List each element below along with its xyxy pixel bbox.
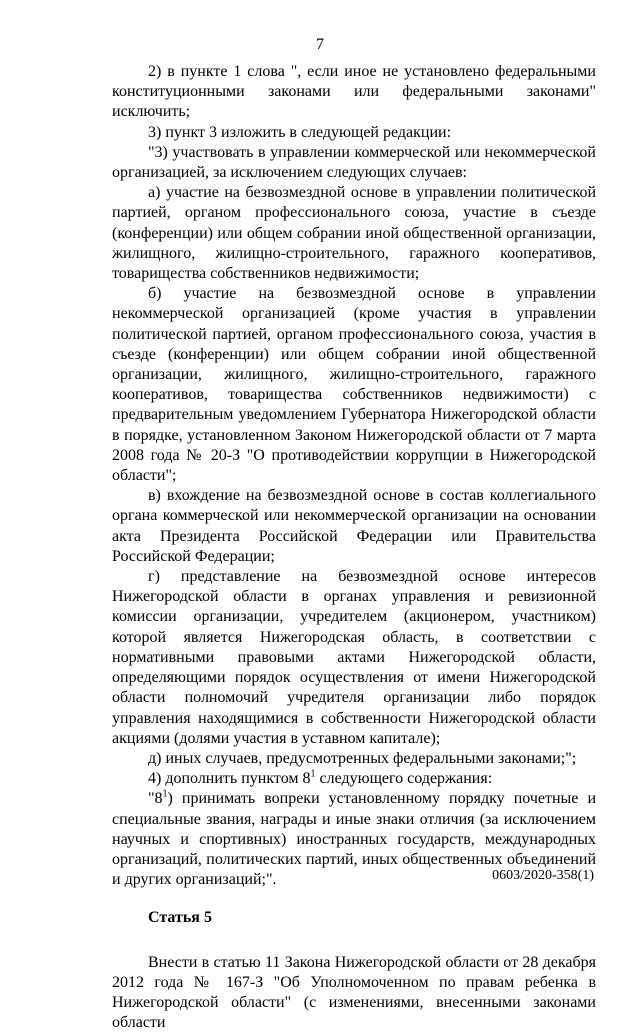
item8-text-after: ) принимать вопреки установленному порядку почетные и специальные звания, награды и иные знаки отличия (за исключением научных и спортивных) иностранных государств, международных организаций, политических партий, иных общественных объединений и других организаций;". — [112, 790, 596, 889]
paragraph-item-3: 3) пункт 3 изложить в следующей редакции: — [148, 123, 452, 141]
paragraph-subitem-a: а) участие на безвозмездной основе в управлении политической партией, органом профессионального союза, участие в съезде (конференции) или общем собрании иной общественной организации, жилищного, жилищно-строительного, гаражного кооперативов, товарищества собственников недвижимости; — [112, 184, 596, 283]
paragraph-subitem-b: б) участие на безвозмездной основе в управлении некоммерческой организацией (кроме участия в управлении политической партией, органом профессионального союза, участия в съезде (конференции) или общем собрании иной общественной организации, жилищного, жилищно-строительного, гаражного кооперативов, товарищества собственников недвижимости) с предварительным уведомлением Губернатора Нижегородской области в порядке, установленном Законом Нижегородской области от 7 марта 2008 года № 20-З "О противодействии коррупции в Нижегородской области"; — [112, 285, 596, 485]
paragraph-subitem-v: в) вхождение на безвозмездной основе в состав коллегиального органа коммерческой или некоммерческой организации на основании акта Президента Российской Федерации или Правительства Российской Федерации; — [112, 487, 596, 565]
paragraph-clause-3: "3) участвовать в управлении коммерческой или некоммерческой организацией, за исключением следующих случаев: — [112, 143, 596, 182]
paragraph-item-4 — [112, 769, 596, 789]
article-5-paragraph: Внести в статью 11 Закона Нижегородской области от 28 декабря 2012 года № 167-З "Об Уполномоченном по правам ребенка в Нижегородской области" (с изменениями, внесенными законами области — [112, 953, 596, 1032]
document-body — [112, 62, 596, 1033]
paragraph-item-2: 2) в пункте 1 слова ", если иное не установлено федеральными конституционными законами или федеральными законами" исключить; — [112, 63, 596, 121]
item4-text-before: 4) дополнить пунктом 8 — [148, 770, 311, 788]
page-number: 7 — [316, 36, 324, 53]
paragraph-subitem-g: г) представление на безвозмездной основе интересов Нижегородской области в органах управления и ревизионной комиссии организации, учредителем (акционером, участником) которой является Нижегородская область, в соответствии с нормативными правовыми актами Нижегородской области, определяющими порядок осуществления от имени Нижегородской области полномочий учредителя организации либо порядок управления находящимися в собственности Нижегородской области акциями (долями участия в уставном капитале); — [112, 568, 596, 747]
item8-text-before: "8 — [148, 790, 163, 808]
item4-superscript: 1 — [310, 768, 316, 780]
item4-text-after: следующего содержания: — [315, 770, 493, 788]
paragraph-subitem-d: д) иных случаев, предусмотренных федеральными законами;"; — [148, 749, 577, 767]
item8-superscript: 1 — [162, 788, 168, 800]
article-heading: Статья 5 — [148, 909, 212, 927]
document-code: 0603/2020-358(1) — [492, 868, 594, 883]
